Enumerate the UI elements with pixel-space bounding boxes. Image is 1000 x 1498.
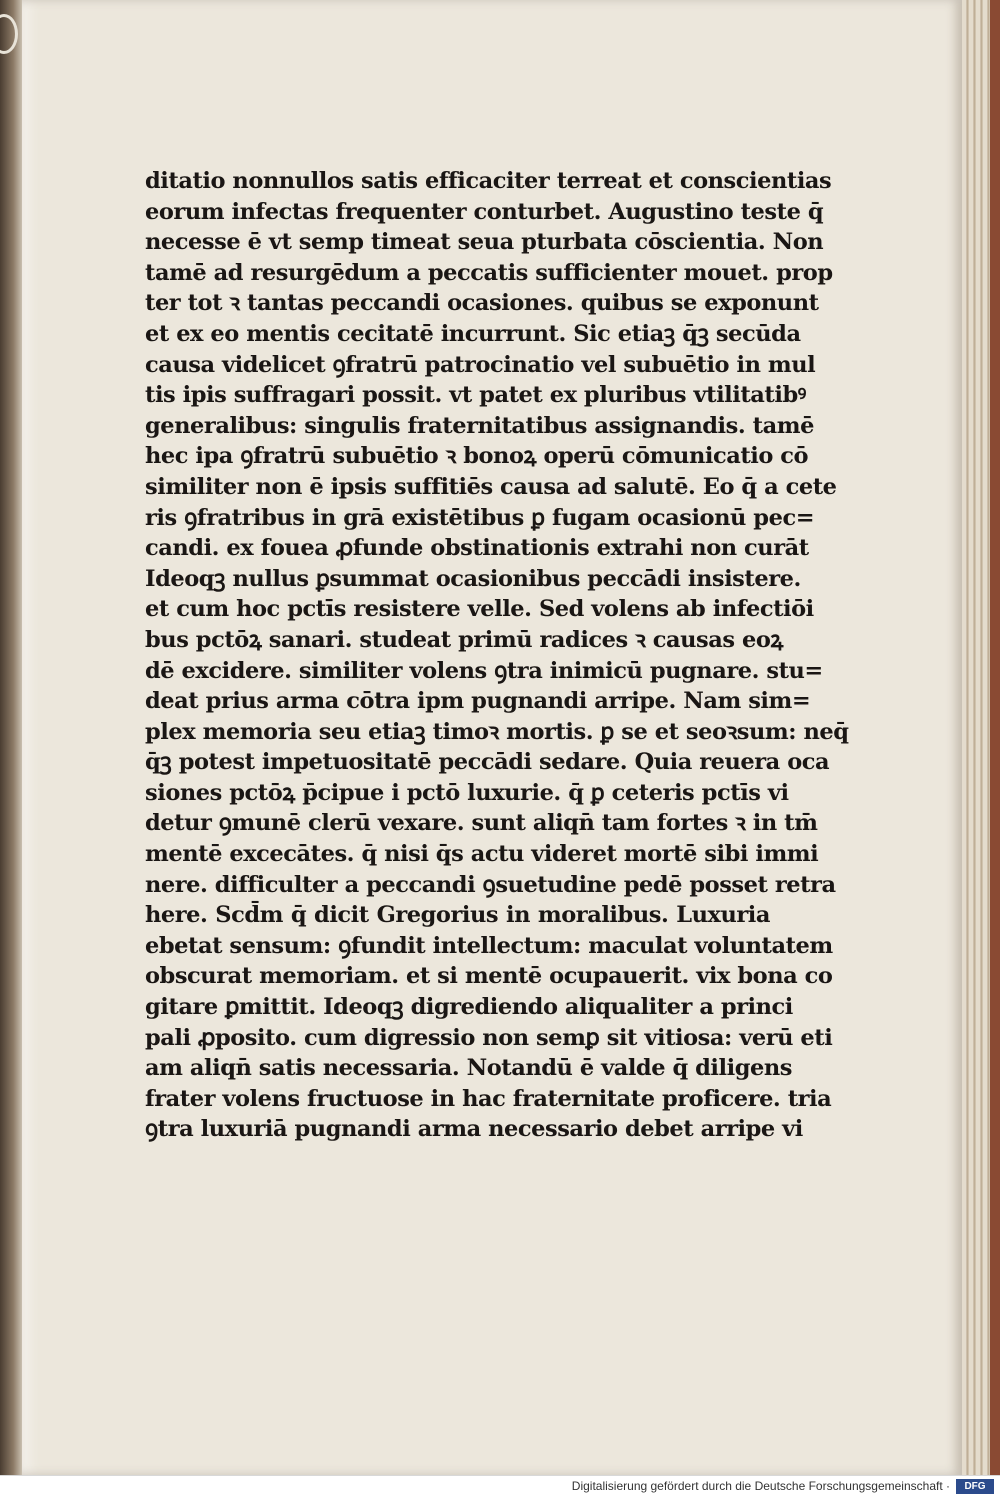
text-line: et cum hoc pctīs resistere velle. Sed volens ab infectiōi bbox=[145, 596, 814, 623]
text-line: bus pctōꝝ sanari. studeat primū radices ꝛ causas eoꝝ bbox=[145, 626, 783, 653]
text-line: here. Scd̄m q̄ dicit Gregorius in moralibus. Luxuria bbox=[145, 902, 770, 929]
text-line: eorum infectas frequenter conturbet. Augustino teste q̄ bbox=[145, 198, 824, 225]
text-line: ter tot ꝛ tantas peccandi ocasiones. quibus se exponunt bbox=[145, 290, 819, 317]
text-line: ditatio nonnullos satis efficaciter terreat et conscientias bbox=[145, 168, 832, 194]
text-line: tamē ad resurgēdum a peccatis sufficienter mouet. prop bbox=[145, 259, 833, 286]
text-line: am aliqn̄ satis necessaria. Notandū ē valde q̄ diligens bbox=[145, 1055, 792, 1082]
printed-text-block bbox=[145, 166, 849, 1145]
text-line: q̄ꝫ potest impetuositatē peccādi sedare. Quia reuera oca bbox=[145, 749, 830, 776]
text-line: et ex eo mentis cecitatē incurrunt. Sic etiaꝫ q̄ꝫ secūda bbox=[145, 320, 801, 347]
text-line: plex memoria seu etiaꝫ timoꝛ mortis. ꝑ se et seoꝛsum: neq̄ bbox=[145, 718, 849, 745]
text-line: detur ꝯmunē clerū vexare. sunt aliqn̄ tam fortes ꝛ in tm̄ bbox=[145, 810, 818, 837]
text-line: Ideoqꝫ nullus ꝑsummat ocasionibus peccādi insistere. bbox=[145, 565, 801, 592]
text-line: tis ipis suffragari possit. vt patet ex pluribus vtilitatibꝰ bbox=[145, 382, 806, 409]
text-line: causa videlicet ꝯfratrū patrocinatio vel subuētio in mul bbox=[145, 351, 816, 378]
text-line: necesse ē vt semp timeat seua pturbata cōscientia. Non bbox=[145, 229, 824, 256]
text-line: deat prius arma cōtra ipm pugnandi arripe. Nam sim= bbox=[145, 688, 811, 715]
text-line: dē excidere. similiter volens ꝯtra inimicū pugnare. stu= bbox=[145, 657, 823, 684]
page-stack-edges bbox=[962, 0, 1000, 1475]
text-line: mentē excecātes. q̄ nisi q̄s actu videret mortē sibi immi bbox=[145, 841, 819, 868]
text-line: ris ꝯfratribus in grā existētibus ꝑ fugam ocasionū pec= bbox=[145, 504, 815, 531]
text-line: frater volens fructuose in hac fraternitate proficere. tria bbox=[145, 1085, 832, 1112]
text-line: obscurat memoriam. et si mentē ocupauerit. vix bona co bbox=[145, 963, 833, 990]
funding-credit: Digitalisierung gefördert durch die Deutsche Forschungsgemeinschaft · bbox=[571, 1479, 950, 1493]
digitization-footer bbox=[0, 1475, 1000, 1498]
text-line: similiter non ē ipsis suffitiēs causa ad salutē. Eo q̄ a cete bbox=[145, 473, 837, 500]
text-line: ꝯtra luxuriā pugnandi arma necessario debet arripe vi bbox=[145, 1116, 803, 1143]
text-line: ebetat sensum: ꝯfundit intellectum: maculat voluntatem bbox=[145, 932, 833, 959]
text-line: pali ꝓposito. cum digressio non semꝑ sit vitiosa: verū eti bbox=[145, 1024, 833, 1051]
binding-ring bbox=[0, 14, 18, 54]
facing-page-edge bbox=[0, 0, 22, 1475]
text-line: generalibus: singulis fraternitatibus assignandis. tamē bbox=[145, 412, 814, 439]
text-line: hec ipa ꝯfratrū subuētio ꝛ bonoꝝ operū cōmunicatio cō bbox=[145, 443, 809, 470]
text-line: candi. ex fouea ꝓfunde obstinationis extrahi non curāt bbox=[145, 535, 809, 562]
text-line: nere. difficulter a peccandi ꝯsuetudine pedē posset retra bbox=[145, 871, 836, 898]
text-line: siones pctōꝝ p̄cipue i pctō luxurie. q̄ ꝑ ceteris pctīs vi bbox=[145, 779, 789, 806]
text-line: gitare ꝑmittit. Ideoqꝫ digrediendo aliqualiter a princi bbox=[145, 994, 793, 1021]
dfg-logo: DFG bbox=[956, 1479, 994, 1494]
